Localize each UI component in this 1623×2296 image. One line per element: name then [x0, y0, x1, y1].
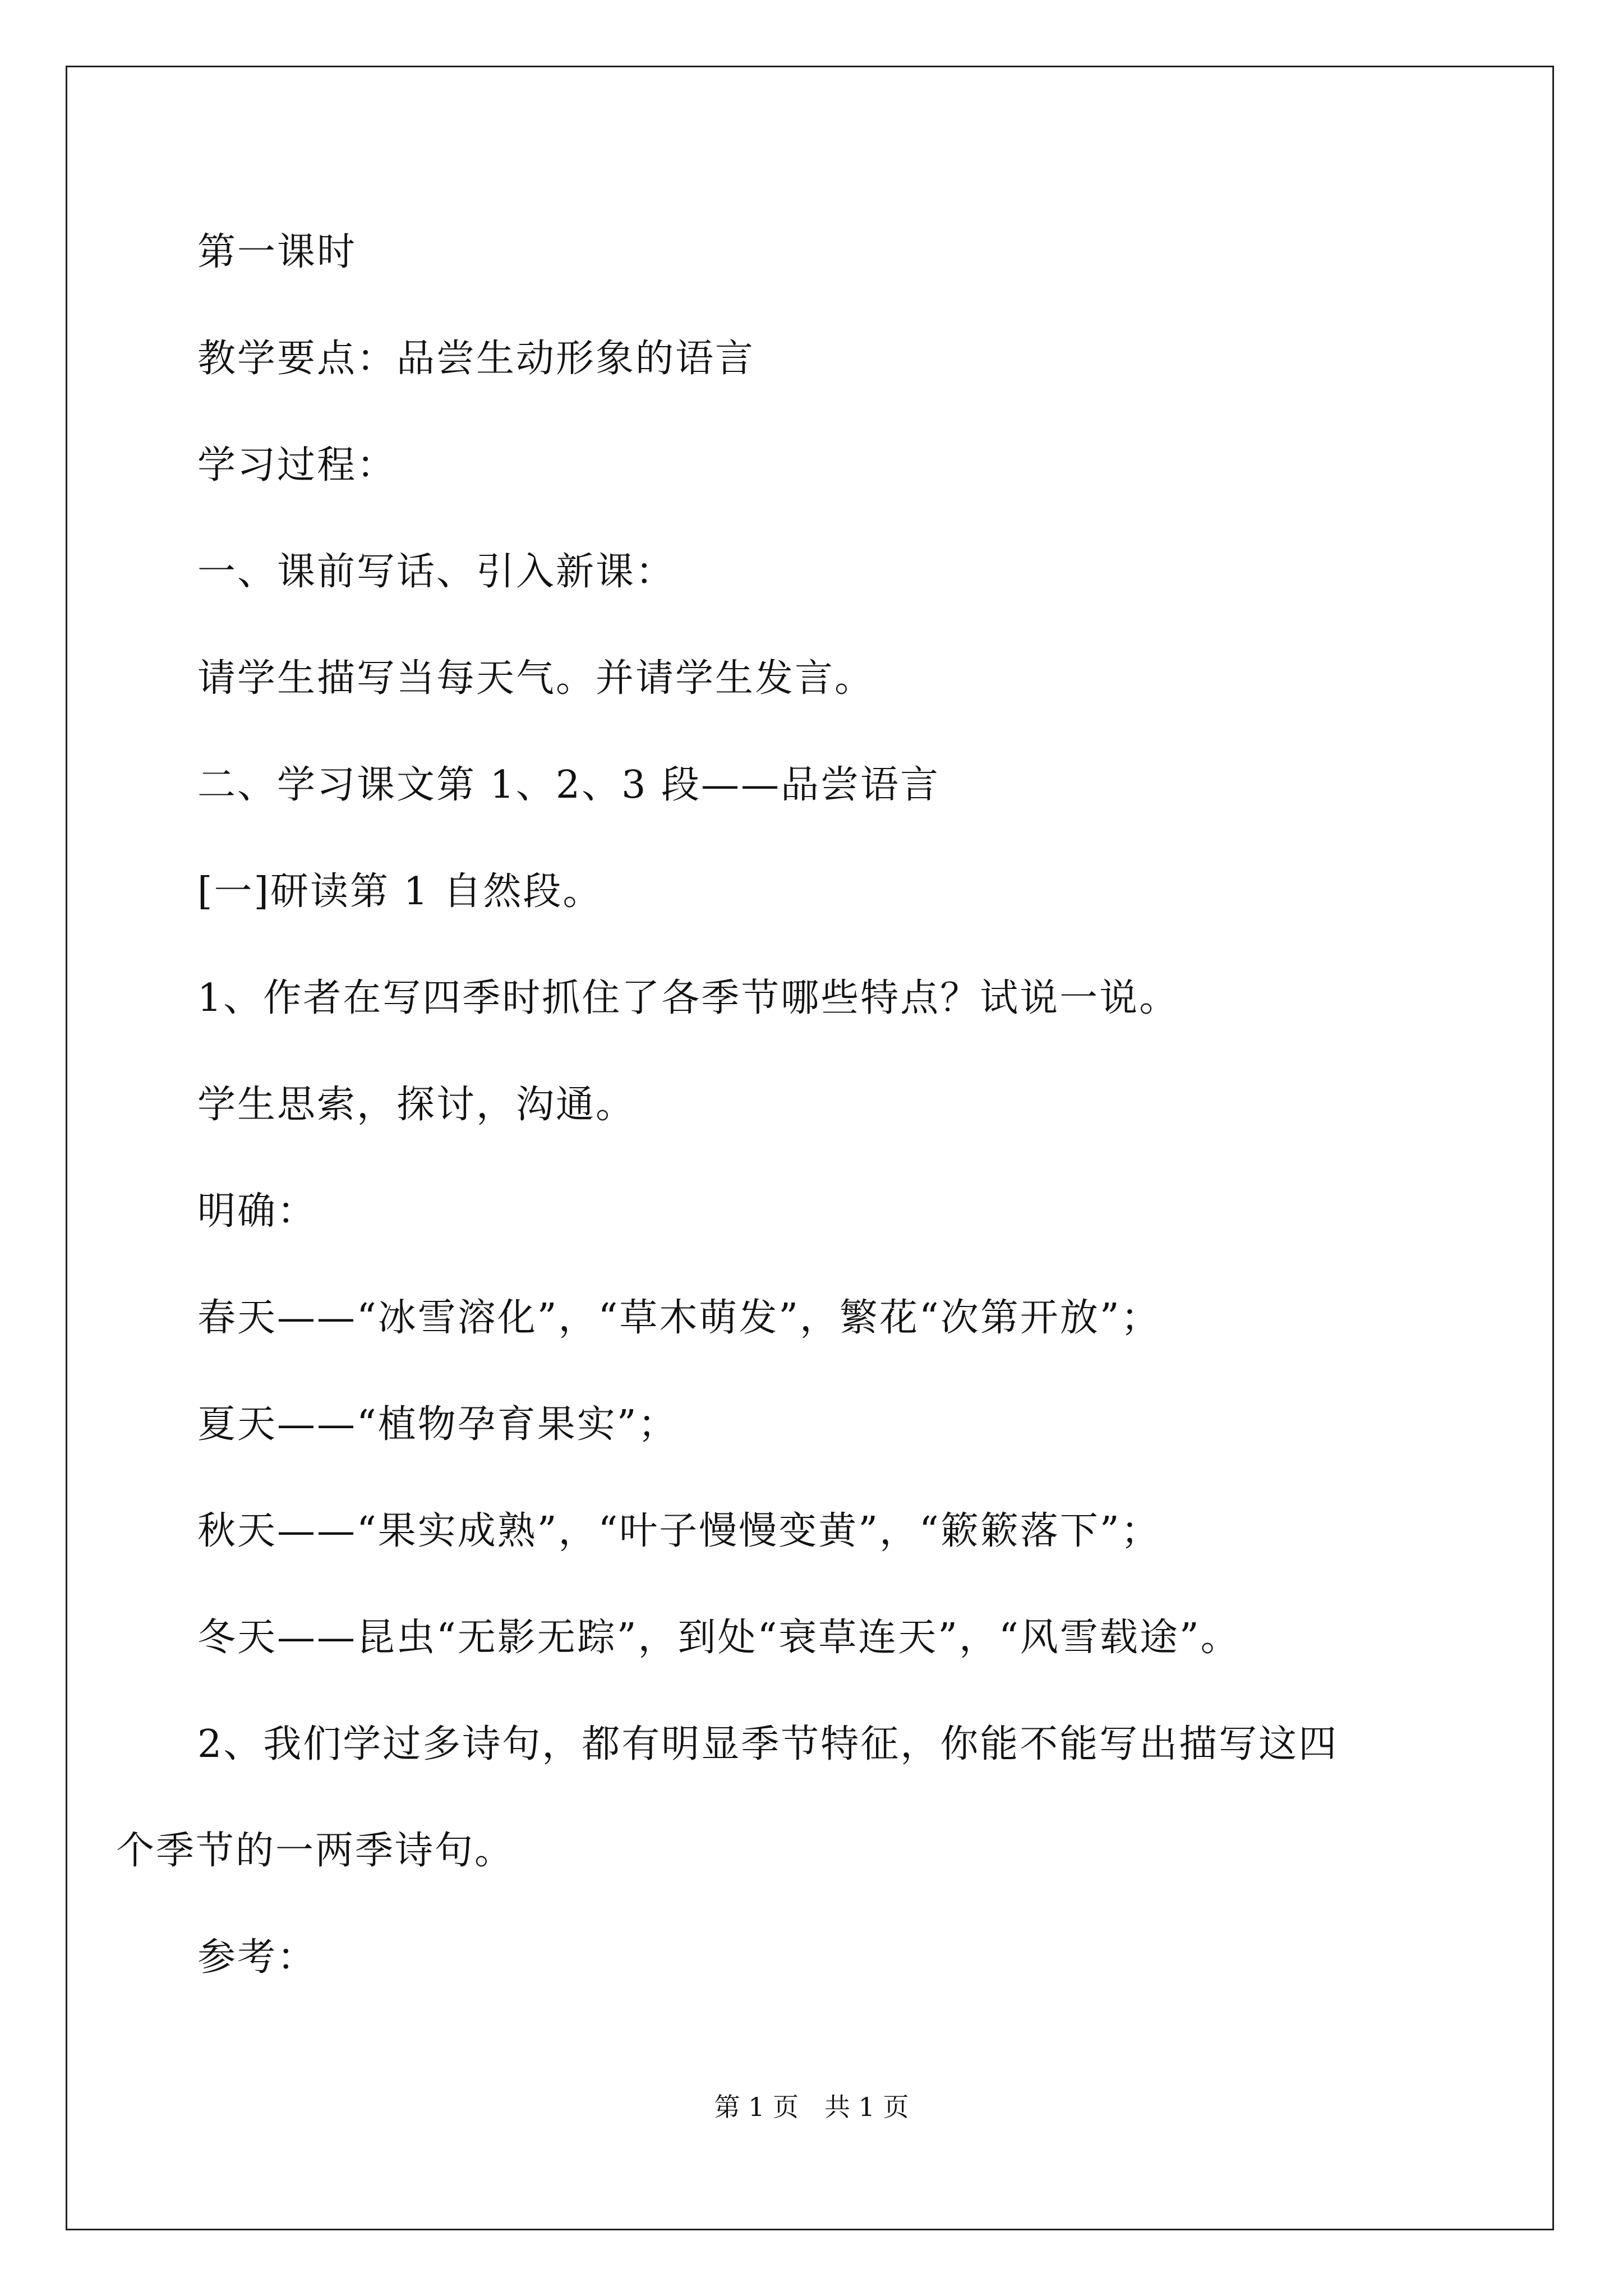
document-body [116, 199, 1431, 2011]
question-two: 2、我们学过多诗句，都有明显季节特征，你能不能写出描写这四个季节的一两季诗句。 [116, 1722, 1339, 1873]
section-one-instruction: 请学生描写当每天气。并请学生发言。 [197, 656, 875, 701]
page-number-footer: 第 1 页 共 1 页 [714, 2092, 909, 2122]
learning-process-heading: 学习过程： [197, 443, 397, 487]
autumn-line: 秋天——“果实成熟”，“叶子慢慢变黄”，“簌簌落下”； [197, 1509, 1161, 1553]
section-two-heading: 二、学习课文第 1、2、3 段——品尝语言 [197, 763, 940, 807]
winter-line: 冬天——昆虫“无影无踪”，到处“衰草连天”，“风雪载途”。 [197, 1616, 1241, 1660]
lesson-heading: 第一课时 [197, 230, 357, 274]
question-one: 1、作者在写四季时抓住了各季节哪些特点？试说一说。 [197, 976, 1179, 1020]
summer-line: 夏天——“植物孕育果实”； [197, 1402, 678, 1447]
reference-label: 参考： [197, 1935, 317, 1980]
spring-line: 春天——“冰雪溶化”，“草木萌发”，繁花“次第开放”； [197, 1296, 1161, 1340]
clarify-label: 明确： [197, 1189, 317, 1234]
student-activity: 学生思索，探讨，沟通。 [197, 1083, 636, 1127]
subsection-heading: [一]研读第 1 自然段。 [197, 869, 603, 914]
teaching-point: 教学要点：品尝生动形象的语言 [197, 337, 755, 381]
section-one-heading: 一、课前写话、引入新课： [197, 550, 676, 594]
